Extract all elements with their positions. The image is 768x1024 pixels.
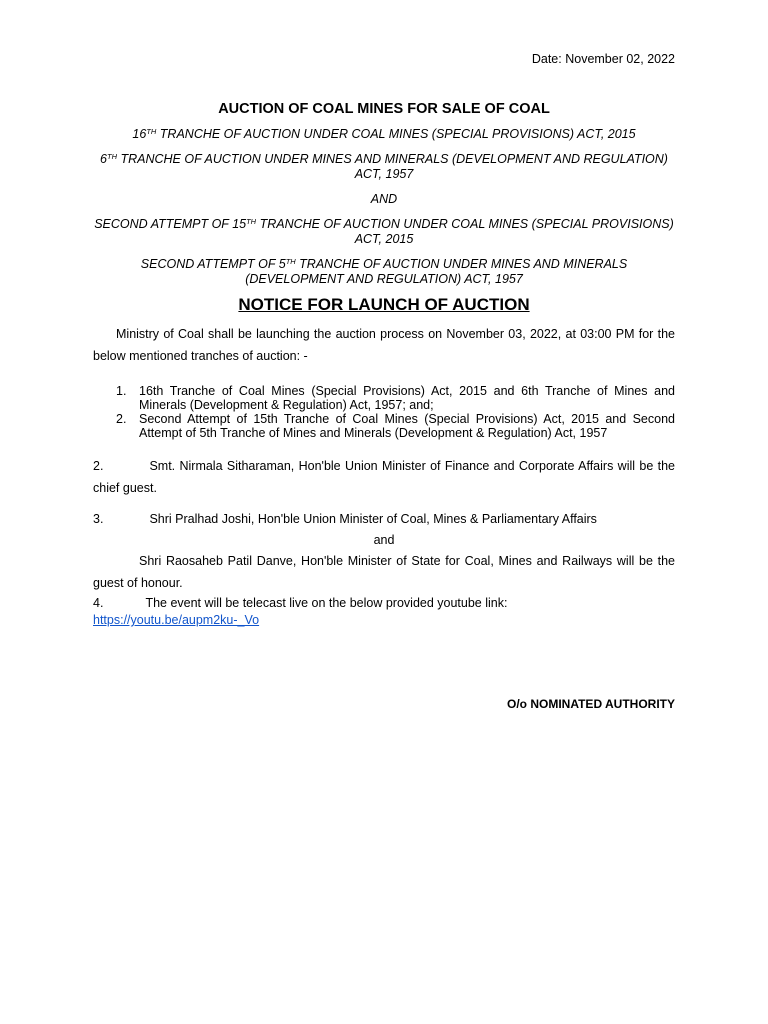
paragraph-text: Shri Pralhad Joshi, Hon'ble Union Minister of Coal, Mines & Parliamentary Affairs — [149, 512, 597, 526]
list-item — [93, 384, 675, 412]
paragraph-4-telecast — [93, 592, 675, 614]
subtitle-6th-tranche: 6TH TRANCHE OF AUCTION UNDER MINES AND MINERALS (DEVELOPMENT AND REGULATION) ACT, 1957 — [100, 152, 668, 181]
subtitle-and: AND — [370, 192, 398, 206]
list-item-number: 2. — [116, 412, 127, 426]
list-item — [93, 412, 675, 440]
subtitle-16th-tranche: 16TH TRANCHE OF AUCTION UNDER COAL MINES (SPECIAL PROVISIONS) ACT, 2015 — [132, 127, 636, 141]
paragraph-text: The event will be telecast live on the below provided youtube link: — [145, 596, 508, 610]
list-item-number: 1. — [116, 384, 127, 398]
subtitle-5th-tranche-second-attempt: SECOND ATTEMPT OF 5TH TRANCHE OF AUCTION UNDER MINES AND MINERALS (DEVELOPMENT AND REGULATION) ACT, 1957 — [140, 257, 628, 286]
paragraph-number: 2. — [93, 459, 104, 473]
paragraph-number: 4. — [93, 596, 104, 610]
intro-paragraph: Ministry of Coal shall be launching the auction process on November 03, 2022, at 03:00 PM for the below mentioned tranches of auction: - — [93, 327, 675, 363]
signature-block: O/o NOMINATED AUTHORITY — [507, 697, 675, 711]
paragraph-3-guests-of-honour — [93, 508, 675, 530]
document-date: Date: November 02, 2022 — [531, 52, 675, 66]
tranche-list — [93, 384, 675, 440]
paragraph-number: 3. — [93, 512, 104, 526]
paragraph-2-chief-guest — [93, 455, 675, 499]
paragraph-text: Smt. Nirmala Sitharaman, Hon'ble Union Minister of Finance and Corporate Affairs will be the chief guest. — [93, 459, 675, 495]
youtube-link[interactable]: https://youtu.be/aupm2ku-_Vo — [93, 613, 260, 627]
notice-heading: NOTICE FOR LAUNCH OF AUCTION — [238, 295, 530, 314]
paragraph-3-continued — [93, 550, 675, 594]
and-connector: and — [373, 533, 395, 547]
paragraph-text: Shri Raosaheb Patil Danve, Hon'ble Minister of State for Coal, Mines and Railways will be the guest of honour. — [93, 554, 675, 590]
list-item-text: 16th Tranche of Coal Mines (Special Provisions) Act, 2015 and 6th Tranche of Mines and Minerals (Development & Regulation) Act, 1957; and; — [139, 384, 675, 412]
list-item-text: Second Attempt of 15th Tranche of Coal Mines (Special Provisions) Act, 2015 and Second Attempt of 5th Tranche of Mines and Minerals (Development & Regulation) Act, 1957 — [139, 412, 675, 440]
subtitle-15th-tranche-second-attempt: SECOND ATTEMPT OF 15TH TRANCHE OF AUCTION UNDER COAL MINES (SPECIAL PROVISIONS) ACT, 2015 — [94, 217, 674, 246]
document-title: AUCTION OF COAL MINES FOR SALE OF COAL — [218, 101, 550, 117]
